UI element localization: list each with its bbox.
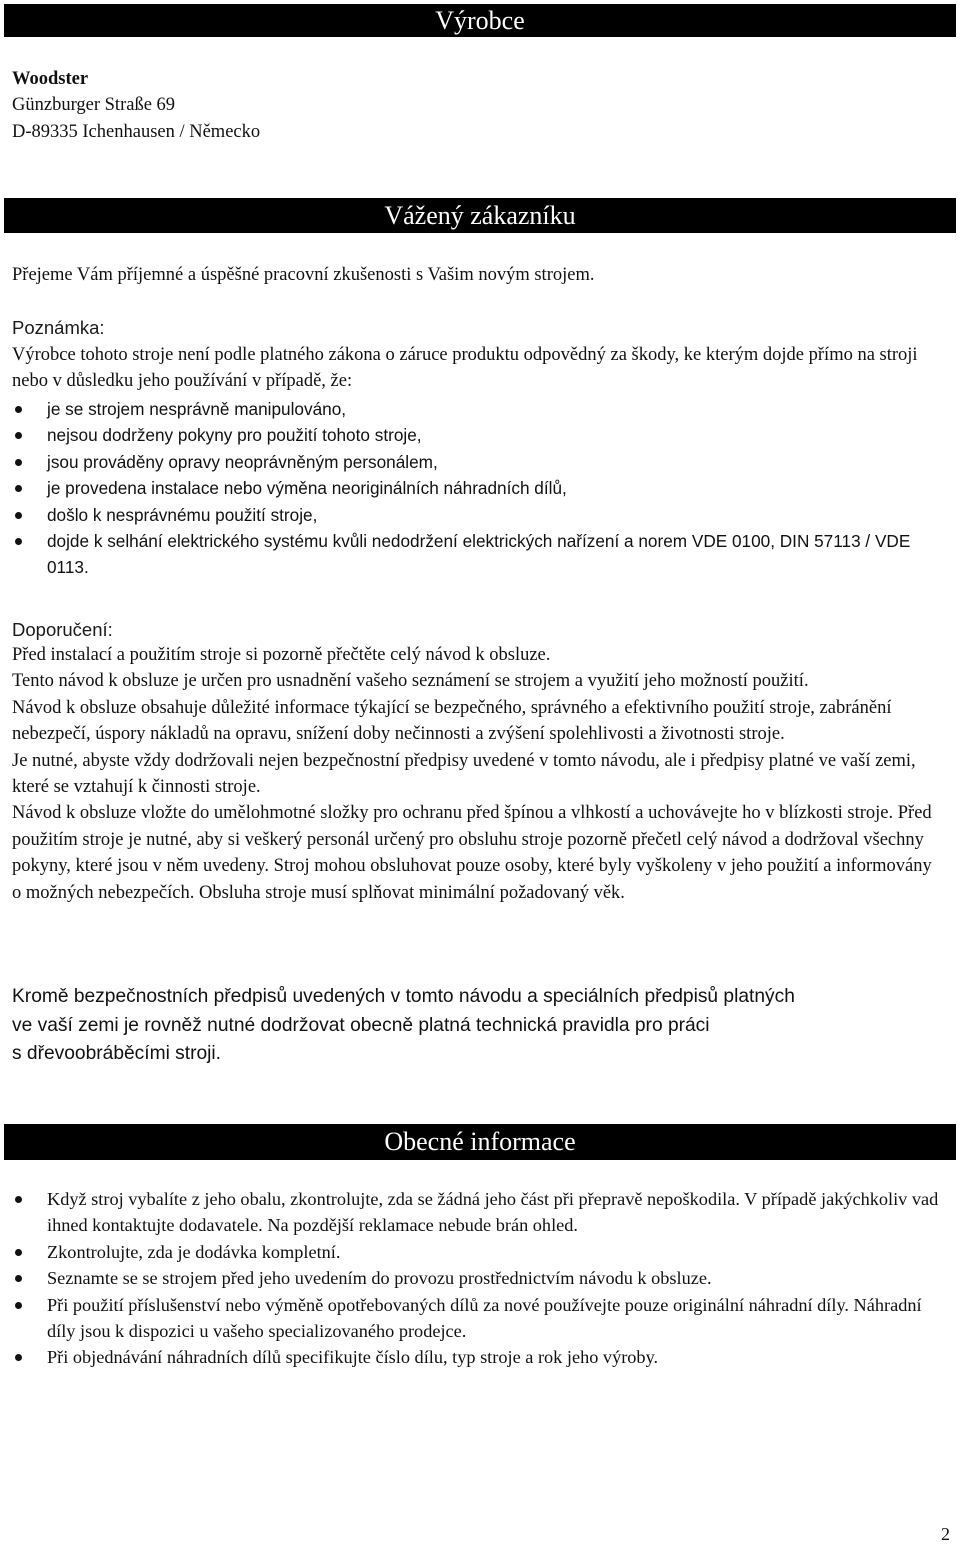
list-item: Při použití příslušenství nebo výměně opotřebovaných dílů za nové používejte pouze originální náhradní díly. Náhradní díly jsou k dispozici u vašeho specializovaného prodejce. — [12, 1292, 946, 1345]
manufacturer-address — [12, 66, 260, 145]
greeting-text: Přejeme Vám příjemné a úspěšné pracovní zkušenosti s Vašim novým strojem. — [12, 265, 595, 285]
manufacturer-city: D-89335 Ichenhausen / Německo — [12, 121, 261, 142]
heading-dear-customer — [4, 198, 956, 233]
note-list — [12, 396, 946, 581]
recommendation-paragraph: Je nutné, abyste vždy dodržovali nejen bezpečnostní předpisy uvedené v tomto návodu, ale i předpisy platné ve vaší zemi, které se vztahují k činnosti stroje. — [12, 750, 916, 798]
list-item: je provedena instalace nebo výměna neoriginálních náhradních dílů, — [12, 475, 946, 501]
recommendation-final-line: Kromě bezpečnostních předpisů uvedených v tomto návodu a speciálních předpisů platných — [12, 986, 795, 1007]
list-item: Seznamte se se strojem před jeho uvedením do provozu prostřednictvím návodu k obsluze. — [12, 1265, 946, 1291]
recommendation-body — [12, 642, 942, 906]
list-item: jsou prováděny opravy neoprávněným personálem, — [12, 449, 946, 475]
general-list — [12, 1186, 946, 1371]
note-text: Výrobce tohoto stroje není podle platného zákona o záruce produktu odpovědný za škody, ke kterým dojde přímo na stroji nebo v důsledku jeho používání v případě, že: — [12, 345, 918, 392]
heading-general-info — [4, 1124, 956, 1160]
manufacturer-name: Woodster — [12, 69, 89, 89]
list-item: je se strojem nesprávně manipulováno, — [12, 396, 946, 422]
heading-manufacturer — [4, 4, 956, 37]
manufacturer-street: Günzburger Straße 69 — [12, 95, 176, 116]
heading-dear-customer-text: Vážený zákazníku — [384, 201, 576, 230]
recommendation-final-line: s dřevoobráběcími stroji. — [12, 1043, 222, 1064]
heading-manufacturer-text: Výrobce — [435, 6, 525, 35]
recommendation-paragraph: Návod k obsluze vložte do umělohmotné složky pro ochranu před špínou a vlhkostí a uchovávejte ho v blízkosti stroje. Před použitím stroje je nutné, aby si veškerý personál určený pro obsluhu stroje pozorně přečetl celý návod a dodržoval všechny pokyny, které jsou v něm uvedeny. Stroj mohou obsluhovat pouze osoby, které byly vyškoleny v jeho použití a informovány o možných nebezpečích. Obsluha stroje musí splňovat minimální požadovaný věk. — [12, 803, 932, 903]
note-label: Poznámka: — [12, 317, 105, 338]
list-item: Zkontrolujte, zda je dodávka kompletní. — [12, 1239, 946, 1265]
list-item: došlo k nesprávnému použití stroje, — [12, 502, 946, 528]
list-item: nejsou dodrženy pokyny pro použití tohoto stroje, — [12, 422, 946, 448]
recommendation-paragraph: Před instalací a použitím stroje si pozorně přečtěte celý návod k obsluze. — [12, 645, 551, 665]
page-number: 2 — [941, 1524, 950, 1544]
recommendation-paragraph: Návod k obsluze obsahuje důležité informace týkající se bezpečného, správného a efektivního použití stroje, zabránění nebezpečí, úspory nákladů na opravu, snížení doby nečinnosti a zvýšení spolehlivosti a životnosti stroje. — [12, 697, 892, 745]
heading-general-info-text: Obecné informace — [384, 1127, 576, 1156]
recommendation-label: Doporučení: — [12, 619, 113, 640]
recommendation-paragraph: Tento návod k obsluze je určen pro usnadnění vašeho seznámení se strojem a využití jeho možností použití. — [12, 671, 809, 692]
recommendation-final-line: ve vaší zemi je rovněž nutné dodržovat obecně platná technická pravidla pro práci — [12, 1014, 710, 1036]
list-item: Při objednávání náhradních dílů specifikujte číslo dílu, typ stroje a rok jeho výroby. — [12, 1344, 946, 1370]
list-item: Když stroj vybalíte z jeho obalu, zkontrolujte, zda se žádná jeho část při přepravě nepoškodila. V případě jakýchkoliv vad ihned kontaktujte dodavatele. Na pozdější reklamace nebude brán ohled. — [12, 1186, 946, 1239]
recommendation-final — [12, 983, 795, 1069]
list-item: dojde k selhání elektrického systému kvůli nedodržení elektrických nařízení a norem VDE 0100, DIN 57113 / VDE 0113. — [12, 528, 946, 581]
